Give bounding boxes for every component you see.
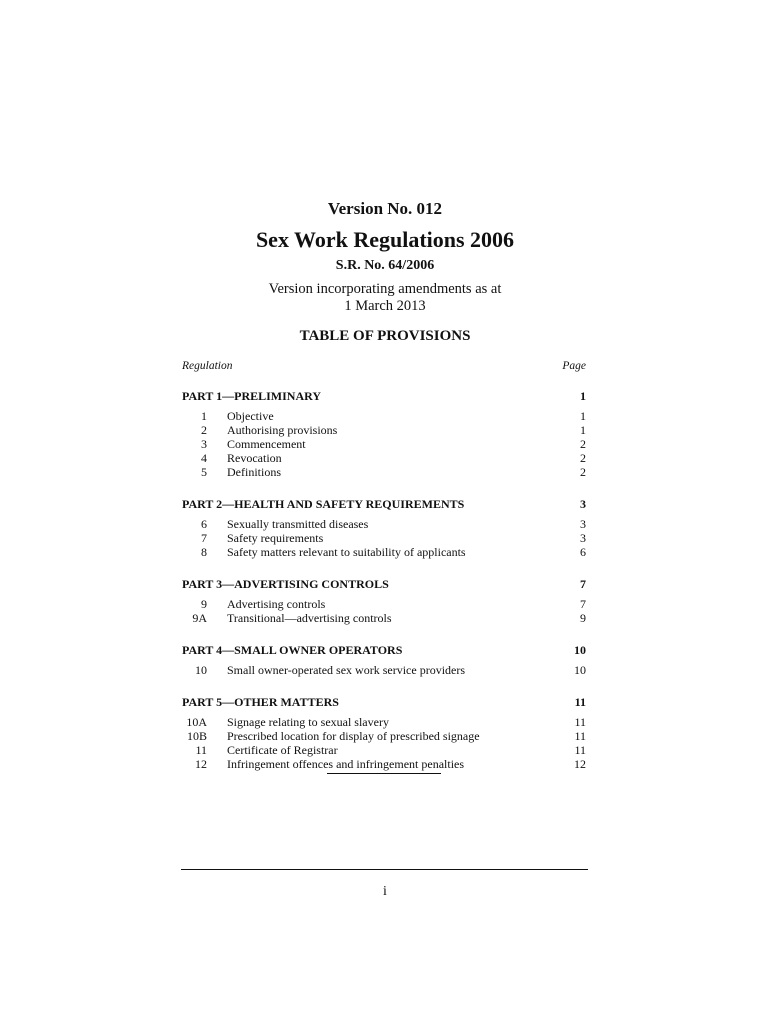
regulation-number: 7 [201, 531, 207, 545]
regulation-title: Infringement offences and infringement penalties [227, 757, 465, 771]
regulation-number: 11 [195, 743, 207, 757]
document-title: Sex Work Regulations 2006 [255, 227, 515, 252]
part-heading: PART 5—OTHER MATTERS [182, 695, 339, 709]
regulation-page-number: 11 [574, 729, 586, 743]
end-divider [327, 773, 441, 774]
regulation-page-number: 1 [580, 423, 586, 437]
regulation-column-header: Regulation [182, 360, 233, 372]
table-of-provisions [182, 387, 586, 787]
regulation-number: 1 [201, 409, 207, 423]
part-page-number: 10 [574, 643, 586, 657]
incorporation-date: 1 March 2013 [344, 298, 426, 314]
regulation-number: 4 [201, 451, 207, 465]
toc-part [182, 641, 586, 677]
regulation-number: 12 [195, 757, 207, 771]
page-number: i [383, 884, 387, 899]
toc-heading: TABLE OF PROVISIONS [299, 328, 471, 344]
regulation-title: Transitional—advertising controls [227, 611, 392, 625]
toc-entry[interactable] [182, 423, 586, 437]
regulation-number: 10B [186, 729, 207, 743]
regulation-page-number: 2 [580, 437, 586, 451]
incorporation-line: Version incorporating amendments as at [268, 281, 502, 297]
regulation-page-number: 9 [580, 611, 586, 625]
part-page-number: 3 [580, 497, 586, 511]
regulation-page-number: 2 [580, 465, 586, 479]
toc-entry[interactable] [182, 597, 586, 611]
regulation-number: 9A [192, 611, 207, 625]
toc-entry[interactable] [182, 409, 586, 423]
regulation-title: Advertising controls [227, 597, 326, 611]
part-heading-row[interactable] [182, 693, 586, 712]
part-page-number: 11 [574, 695, 586, 709]
toc-entry[interactable] [182, 729, 586, 743]
regulation-title: Signage relating to sexual slavery [227, 715, 389, 729]
incorporation-statement [0, 281, 770, 315]
regulation-number: 6 [201, 517, 207, 531]
toc-entry[interactable] [182, 437, 586, 451]
regulation-page-number: 2 [580, 451, 586, 465]
regulation-title: Definitions [227, 465, 281, 479]
regulation-page-number: 7 [580, 597, 586, 611]
toc-entry[interactable] [182, 531, 586, 545]
page-column-header: Page [562, 360, 586, 372]
regulation-page-number: 3 [580, 517, 586, 531]
regulation-title: Certificate of Registrar [227, 743, 338, 757]
part-page-number: 7 [580, 577, 586, 591]
toc-entry[interactable] [182, 465, 586, 479]
regulation-number: 10A [186, 715, 207, 729]
regulation-title: Sexually transmitted diseases [227, 517, 369, 531]
part-heading-row[interactable] [182, 575, 586, 594]
part-heading: PART 2—HEALTH AND SAFETY REQUIREMENTS [182, 497, 465, 511]
toc-part [182, 693, 586, 771]
regulation-title: Objective [227, 409, 274, 423]
toc-entry[interactable] [182, 743, 586, 757]
regulation-number: 9 [201, 597, 207, 611]
toc-entry[interactable] [182, 611, 586, 625]
toc-entry[interactable] [182, 757, 586, 771]
regulation-number: 2 [201, 423, 207, 437]
toc-part [182, 575, 586, 625]
regulation-title: Safety requirements [227, 531, 324, 545]
toc-part [182, 387, 586, 479]
regulation-title: Safety matters relevant to suitability of applicants [227, 545, 466, 559]
statutory-rule-number: S.R. No. 64/2006 [335, 258, 435, 273]
toc-entry[interactable] [182, 545, 586, 559]
regulation-number: 5 [201, 465, 207, 479]
regulation-number: 10 [195, 663, 207, 677]
regulation-title: Small owner-operated sex work service providers [227, 663, 466, 677]
toc-entry[interactable] [182, 451, 586, 465]
toc-part [182, 495, 586, 559]
footer-divider [181, 869, 588, 870]
part-heading-row[interactable] [182, 495, 586, 514]
regulation-title: Authorising provisions [227, 423, 338, 437]
regulation-page-number: 11 [574, 715, 586, 729]
part-heading-row[interactable] [182, 641, 586, 660]
version-number: Version No. 012 [327, 199, 443, 218]
part-heading: PART 4—SMALL OWNER OPERATORS [182, 643, 403, 657]
part-heading: PART 1—PRELIMINARY [182, 389, 322, 403]
regulation-title: Prescribed location for display of prescribed signage [227, 729, 480, 743]
regulation-page-number: 10 [574, 663, 586, 677]
toc-entry[interactable] [182, 517, 586, 531]
regulation-number: 8 [201, 545, 207, 559]
regulation-number: 3 [201, 437, 207, 451]
regulation-page-number: 11 [574, 743, 586, 757]
toc-entry[interactable] [182, 715, 586, 729]
regulation-page-number: 6 [580, 545, 586, 559]
regulation-title: Revocation [227, 451, 282, 465]
regulation-page-number: 12 [574, 757, 586, 771]
part-heading: PART 3—ADVERTISING CONTROLS [182, 577, 389, 591]
regulation-title: Commencement [227, 437, 306, 451]
part-heading-row[interactable] [182, 387, 586, 406]
regulation-page-number: 1 [580, 409, 586, 423]
toc-entry[interactable] [182, 663, 586, 677]
regulation-page-number: 3 [580, 531, 586, 545]
part-page-number: 1 [580, 389, 586, 403]
